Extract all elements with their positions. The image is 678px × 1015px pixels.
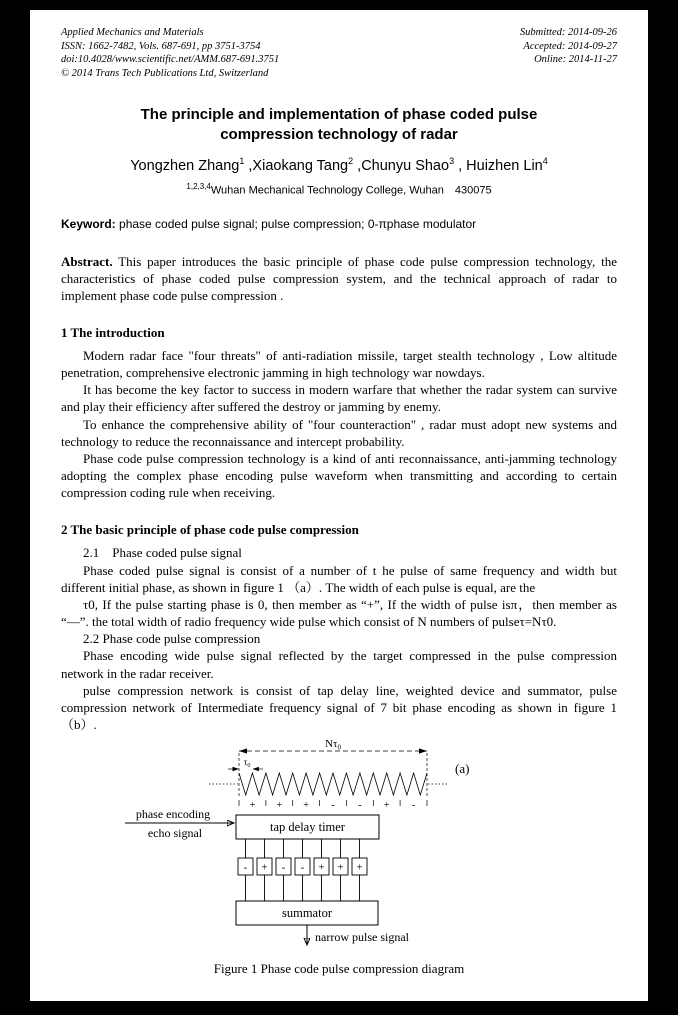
code-mark: +	[249, 800, 256, 812]
code-mark: +	[276, 800, 283, 812]
online-date: Online: 2014-11-27	[534, 54, 617, 66]
n-tau0-label: $N\tau_0$	[325, 739, 341, 752]
figure-1	[61, 739, 617, 958]
keywords-line	[61, 217, 617, 231]
paragraph: Phase code pulse compression technology is a kind of anti reconnaissance, anti-jamming technology adopting the complex phase encoding pulse waveform when transmitting and according to certain compression coding rule when receiving.	[61, 450, 617, 501]
affiliation	[61, 182, 617, 197]
weight-symbol: +	[337, 861, 344, 874]
subsection-2-1-heading: 2.1 Phase coded pulse signal	[83, 545, 242, 561]
weight-symbol: +	[356, 861, 363, 874]
figure-1-caption: Figure 1 Phase code pulse compression diagram	[213, 961, 465, 977]
code-mark: -	[411, 800, 416, 812]
affiliation-sup: 1,2,3,4	[186, 181, 211, 191]
author-2-sup: 2	[348, 156, 354, 167]
dimension-arrow-left	[239, 749, 247, 754]
paragraph: To enhance the comprehensive ability of "four counteraction" , radar must adopt new systems and technology to reduce the reconnaissance and intercept probability.	[61, 416, 617, 449]
byline-separator: ,	[454, 157, 467, 174]
author-1-sup: 1	[239, 156, 245, 167]
authors-byline	[61, 156, 617, 174]
author-3: Chunyu Shao	[361, 157, 450, 174]
byline-separator: ,	[244, 157, 253, 174]
author-4-sup: 4	[542, 156, 548, 167]
byline-separator: ,	[353, 157, 362, 174]
weight-symbol: -	[300, 861, 305, 874]
journal-info	[61, 26, 279, 81]
narrow-pulse-signal-label: narrow pulse signal	[315, 930, 409, 945]
submitted-date: Submitted: 2014-09-26	[519, 27, 617, 38]
weight-symbol: -	[243, 861, 248, 874]
paragraph: Modern radar face "four threats" of anti-radiation missile, target stealth technology , Low altitude penetration, comprehensive electronic jamming in high technology war nowdays.	[61, 348, 617, 381]
code-mark: -	[358, 800, 362, 812]
weight-symbols	[244, 862, 363, 874]
author-4: Huizhen Lin	[466, 157, 543, 174]
echo-signal-label: echo signal	[147, 826, 203, 841]
dimension-arrow-right	[419, 749, 427, 754]
affiliation-text: Wuhan Mechanical Technology College, Wuhan 430075	[210, 184, 492, 197]
section-1-heading: 1 The introduction	[61, 325, 165, 341]
paragraph: Phase coded pulse signal is consist of a number of t he pulse of same frequency and width but different initial phase, as shown in figure 1 （a）. The width of each pulse is equal, are the	[61, 562, 617, 595]
keywords-label: Keyword:	[61, 216, 116, 231]
rf-pulse-waveform	[239, 773, 427, 795]
section-2-heading: 2 The basic principle of phase code pulse compression	[61, 522, 359, 538]
paragraph: Phase encoding wide pulse signal reflected by the target compressed in the pulse compression network in the radar receiver.	[61, 648, 617, 681]
paper-page	[30, 10, 648, 1001]
subsection-2-2-heading: 2.2 Phase code pulse compression	[83, 631, 261, 647]
phase-encoding-label: phase encoding	[135, 807, 211, 822]
paragraph: τ0, If the pulse starting phase is 0, then member as “+”, If the width of pulse isπ，then member as “—”. the total width of radio frequency wide pulse which consist of N numbers of pulseτ=Nτ0.	[61, 596, 617, 630]
paper-title: The principle and implementation of phase coded pulse compression technology of radar	[140, 105, 538, 143]
journal-doi: doi:10.4028/www.scientific.net/AMM.687-691.3751	[61, 54, 280, 66]
accepted-date: Accepted: 2014-09-27	[523, 40, 617, 52]
author-3-sup: 3	[449, 156, 455, 167]
author-2: Xiaokang Tang	[252, 157, 349, 174]
author-1: Yongzhen Zhang	[130, 157, 240, 174]
code-mark: -	[331, 800, 335, 812]
code-mark: +	[383, 800, 390, 812]
weight-symbol: +	[318, 861, 325, 874]
abstract	[61, 253, 617, 304]
tap-lines	[246, 839, 360, 858]
phase-code-marks	[250, 800, 416, 811]
tap-delay-timer-label: tap delay timer	[270, 820, 345, 835]
summator-lines	[246, 875, 360, 901]
weight-symbol: +	[261, 861, 268, 874]
submission-dates	[520, 26, 617, 81]
code-mark: +	[303, 800, 309, 812]
n-tau0-dimension	[239, 739, 427, 754]
panel-a-label: (a)	[455, 761, 470, 777]
keywords-text: phase coded pulse signal; pulse compression; 0-πphase modulator	[115, 216, 477, 231]
paragraph: pulse compression network is consist of tap delay line, weighted device and summator, pulse compression network of Intermediate frequency signal of 7 bit phase encoding as shown in figure 1 （b）.	[61, 682, 617, 732]
tau0-label: $\tau_0$	[243, 757, 251, 770]
paper-header	[61, 26, 617, 81]
summator-label: summator	[282, 906, 332, 921]
paragraph: It has become the key factor to success in modern warfare that whether the radar system can survive and play their efficiency after suffered the destroy or jamming by enemy.	[61, 382, 617, 415]
weight-symbol: -	[281, 861, 286, 874]
journal-copyright: © 2014 Trans Tech Publications Ltd, Switzerland	[61, 67, 269, 79]
abstract-label: Abstract.	[61, 253, 113, 269]
tau0-dimension	[228, 757, 263, 771]
abstract-text: This paper introduces the basic principle of phase code pulse compression technology, the characteristics of phase coded pulse compression system, and the technical approach of radar to implement phase code pulse compression .	[61, 253, 617, 303]
journal-name: Applied Mechanics and Materials	[61, 27, 204, 38]
journal-issn: ISSN: 1662-7482, Vols. 687-691, pp 3751-3754	[61, 40, 261, 52]
figure-1-diagram	[61, 739, 617, 953]
